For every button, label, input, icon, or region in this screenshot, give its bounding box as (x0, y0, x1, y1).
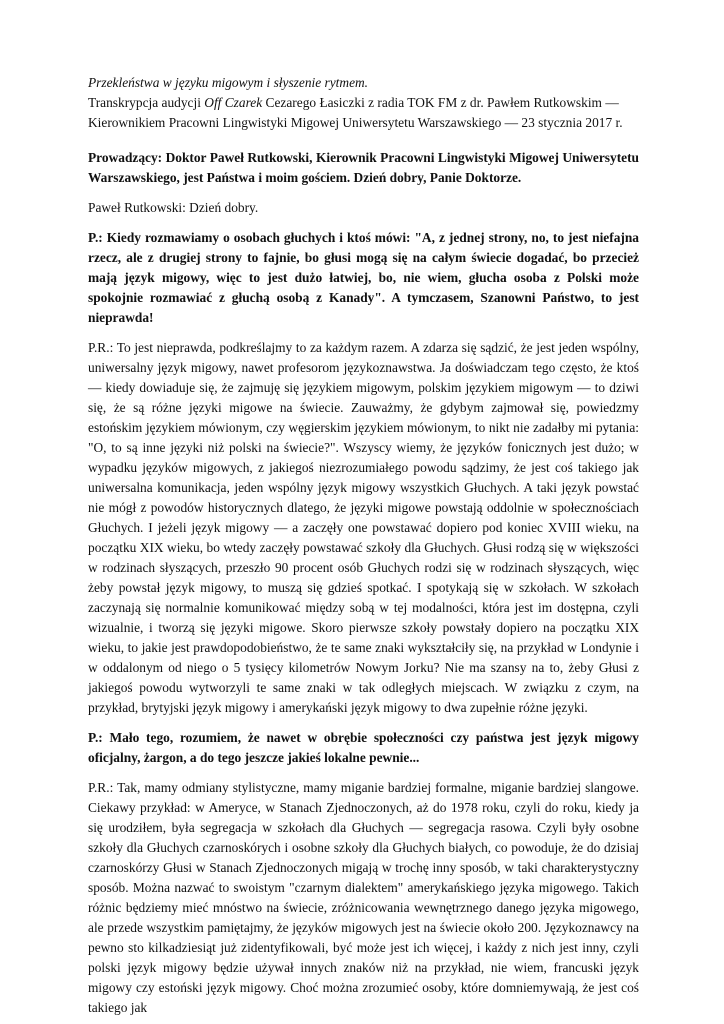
document-header (88, 73, 639, 133)
host-question-universal-sign-language: P.: Kiedy rozmawiamy o osobach głuchych i ktoś mówi: "A, z jednej strony, no, to jest niefajna rzecz, ale z drugiej strony to fajnie, bo głusi mogą się na całym świecie dogadać, bo przecież mają język migowy, więc to jest dużo łatwiej, bo, nie wiem, głucha osoba z Polski może spokojnie rozmawiać z głuchą osobą z Kanady". A tymczasem, Szanowni Państwo, to jest nieprawda! (88, 230, 639, 325)
transcript-prefix: Transkrypcja audycji (88, 95, 205, 110)
host-introduction: Prowadzący: Doktor Paweł Rutkowski, Kierownik Pracowni Lingwistyki Migowej Uniwersytetu Warszawskiego, jest Państwa i moim gościem. Dzień dobry, Panie Doktorze. (88, 150, 639, 185)
show-name: Off Czarek (204, 95, 263, 110)
document-page (88, 73, 639, 1018)
host-question-dialects: P.: Mało tego, rozumiem, że nawet w obrębie społeczności czy państwa jest język migowy oficjalny, żargon, a do tego jeszcze jakieś lokalne pewnie... (88, 730, 639, 765)
transcript-suffix: Cezarego Łasiczki z radia TOK FM z dr. Pawłem Rutkowskim — Kierownikiem Pracowni Lingwistyki Migowej Uniwersytetu Warszawskiego — 23 stycznia 2017 r. (88, 95, 623, 130)
guest-greeting: Paweł Rutkowski: Dzień dobry. (88, 200, 259, 215)
guest-answer-variation: P.R.: Tak, mamy odmiany stylistyczne, mamy miganie bardziej formalne, miganie bardziej slangowe. Ciekawy przykład: w Ameryce, w Stanach Zjednoczonych, aż do 1978 roku, czyli do roku, kiedy ja się urodziłem, była segregacja w szkołach dla Głuchych — segregacja rasowa. Czyli były osobne szkoły dla Głuchych czarnoskórych i osobne szkoły dla Głuchych białych, co powoduje, że do dzisiaj czarnoskórzy Głusi w Stanach Zjednoczonych migają w trochę inny sposób, w taki charakterystyczny sposób. Można nazwać to swoistym "czarnym dialektem" amerykańskiego języka migowego. Takich różnic będziemy mieć mnóstwo na świecie, zróżnicowania wewnętrznego danego języka migowego, ale przede wszystkim pamiętajmy, że języków migowych jest na świecie około 200. Językoznawcy na pewno sto kilkadziesiąt już zidentyfikowali, być może jest ich więcej, i każdy z nich jest inny, czyli polski język migowy będzie używał innych znaków niż na przykład, nie wiem, francuski język migowy czy estoński język migowy. Choć można zrozumieć osoby, które domniemywają, że jest coś takiego jak (88, 780, 639, 1015)
guest-answer-history: P.R.: To jest nieprawda, podkreślajmy to za każdym razem. A zdarza się sądzić, że jest jeden wspólny, uniwersalny język migowy, nawet profesorom językoznawstwa. Ja doświadczam tego często, że ktoś — kiedy dowiaduje się, że zajmuję się językiem migowym, polskim językiem migowym — to dziwi się, że są różne języki migowe na świecie. Zauważmy, że gdybym zajmował się, powiedzmy estońskim językiem mówionym, czy węgierskim językiem mówionym, to nikt nie zadałby mi pytania: "O, to są inne języki niż polski na świecie?". Wszyscy wiemy, że języków fonicznych jest dużo; w wypadku języków migowych, z jakiegoś niezrozumiałego powodu sądzimy, że jest coś takiego jak uniwersalna komunikacja, jeden wspólny język migowy wszystkich Głuchych. A taki język powstać nie mógł z powodów historycznych dlatego, że języki migowe powstają oddolnie w społecznościach Głuchych. I jeżeli język migowy — a zaczęły one powstawać dopiero pod koniec XVIII wieku, na początku XIX wieku, bo wtedy zaczęły powstawać szkoły dla Głuchych. Głusi rodzą się w większości w rodzinach słyszących, przeszło 90 procent osób Głuchych rodzi się w rodzinach słyszących, więc żeby powstał język migowy, to muszą się gdzieś spotkać. I spotykają się w szkołach. W szkołach zaczynają się normalnie komunikować między sobą w tej modalności, która jest im dostępna, czyli wizualnie, i tworzą się języki migowe. Skoro pierwsze szkoły powstały dopiero na początku XIX wieku, to jakie jest prawdopodobieństwo, że te same znaki wykształciły się, na przykład w Londynie i w oddalonym od niego o 5 tysięcy kilometrów Nowym Jorku? Nie ma szansy na to, żeby Głusi z jakiegoś powodu wytworzyli te same znaki w tak odległych miejscach. W związku z czym, na przykład, brytyjski język migowy i amerykański język migowy to dwa zupełnie różne języki. (88, 340, 639, 715)
transcript-description (88, 93, 639, 133)
document-title: Przekleństwa w języku migowym i słyszenie rytmem. (88, 75, 369, 90)
